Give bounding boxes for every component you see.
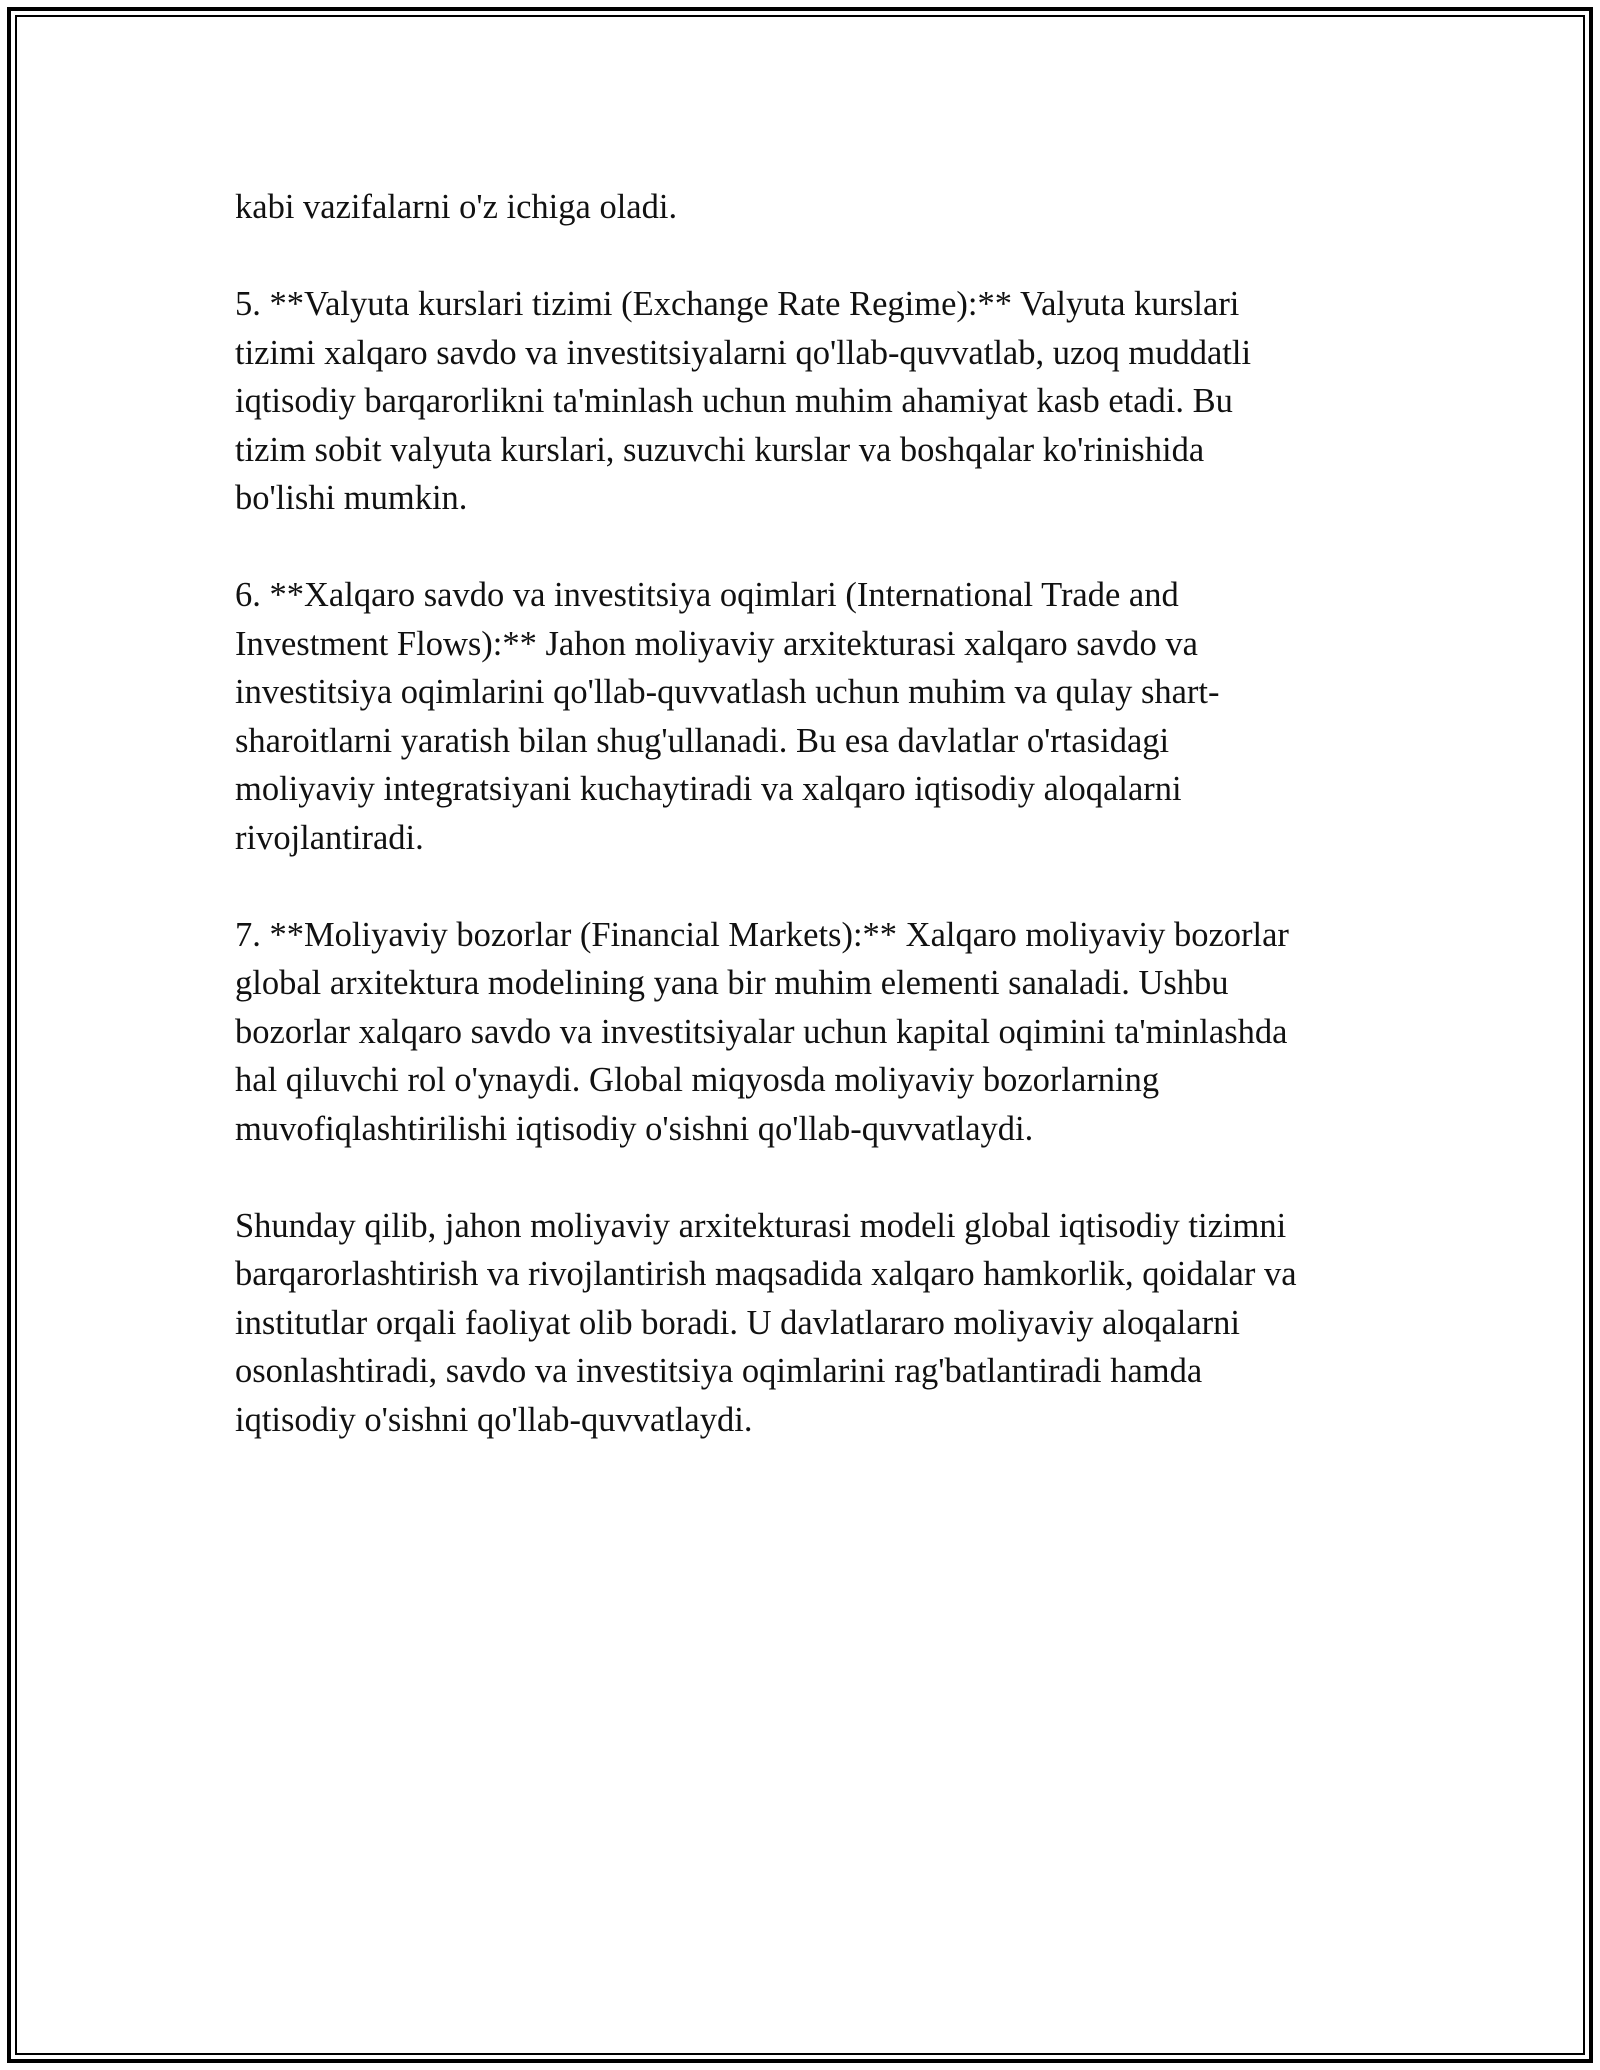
text-line: bozorlar xalqaro savdo va investitsiyalar uchun kapital oqimini ta'minlashda [235,1012,1288,1051]
text-line: hal qiluvchi rol o'ynaydi. Global miqyosda moliyaviy bozorlarning [235,1061,1160,1099]
text-line: barqarorlashtirish va rivojlantirish maqsadida xalqaro hamkorlik, qoidalar va [235,1255,1297,1293]
paragraph-exchange-rate-regime [235,280,1365,523]
text-line: tizim sobit valyuta kurslari, suzuvchi kurslar va boshqalar ko'rinishida [235,430,1205,469]
text-line: Shunday qilib, jahon moliyaviy arxitekturasi modeli global iqtisodiy tizimni [235,1206,1287,1245]
text-line: rivojlantiradi. [235,818,424,857]
paragraph-continuation [235,183,1365,232]
paragraph-financial-markets [235,911,1365,1154]
text-line: 6. **Xalqaro savdo va investitsiya oqimlari (International Trade and [235,576,1179,614]
text-line: 7. **Moliyaviy bozorlar (Financial Markets):** Xalqaro moliyaviy bozorlar [235,915,1289,954]
text-line: global arxitektura modelining yana bir muhim elementi sanaladi. Ushbu [235,964,1229,1002]
text-line: iqtisodiy o'sishni qo'llab-quvvatlaydi. [235,1400,753,1439]
text-line: 5. **Valyuta kurslari tizimi (Exchange Rate Regime):** Valyuta kurslari [235,285,1240,323]
text-line: investitsiya oqimlarini qo'llab-quvvatlash uchun muhim va qulay shart- [235,673,1220,711]
text-line: sharoitlarni yaratish bilan shug'ullanadi. Bu esa davlatlar o'rtasidagi [235,721,1170,760]
paragraph-gap [235,1153,1365,1202]
text-line: bo'lishi mumkin. [235,479,468,517]
text-line: osonlashtiradi, savdo va investitsiya oqimlarini rag'batlantiradi hamda [235,1352,1203,1390]
text-line: Investment Flows):** Jahon moliyaviy arxitekturasi xalqaro savdo va [235,624,1198,663]
text-line: muvofiqlashtirilishi iqtisodiy o'sishni qo'llab-quvvatlaydi. [235,1109,1034,1148]
paragraph-gap [235,523,1365,572]
text-line: tizimi xalqaro savdo va investitsiyalarni qo'llab-quvvatlab, uzoq muddatli [235,333,1252,372]
text-line: moliyaviy integratsiyani kuchaytiradi va xalqaro iqtisodiy aloqalarni [235,770,1182,808]
text-line: kabi vazifalarni o'z ichiga oladi. [235,188,678,226]
paragraph-gap [235,862,1365,911]
paragraph-conclusion [235,1202,1365,1445]
paragraph-gap [235,232,1365,281]
text-line: iqtisodiy barqarorlikni ta'minlash uchun muhim ahamiyat kasb etadi. Bu [235,382,1233,420]
paragraph-trade-investment-flows [235,571,1365,862]
text-line: institutlar orqali faoliyat olib boradi. U davlatlararo moliyaviy aloqalarni [235,1303,1240,1342]
document-body [235,183,1365,1444]
